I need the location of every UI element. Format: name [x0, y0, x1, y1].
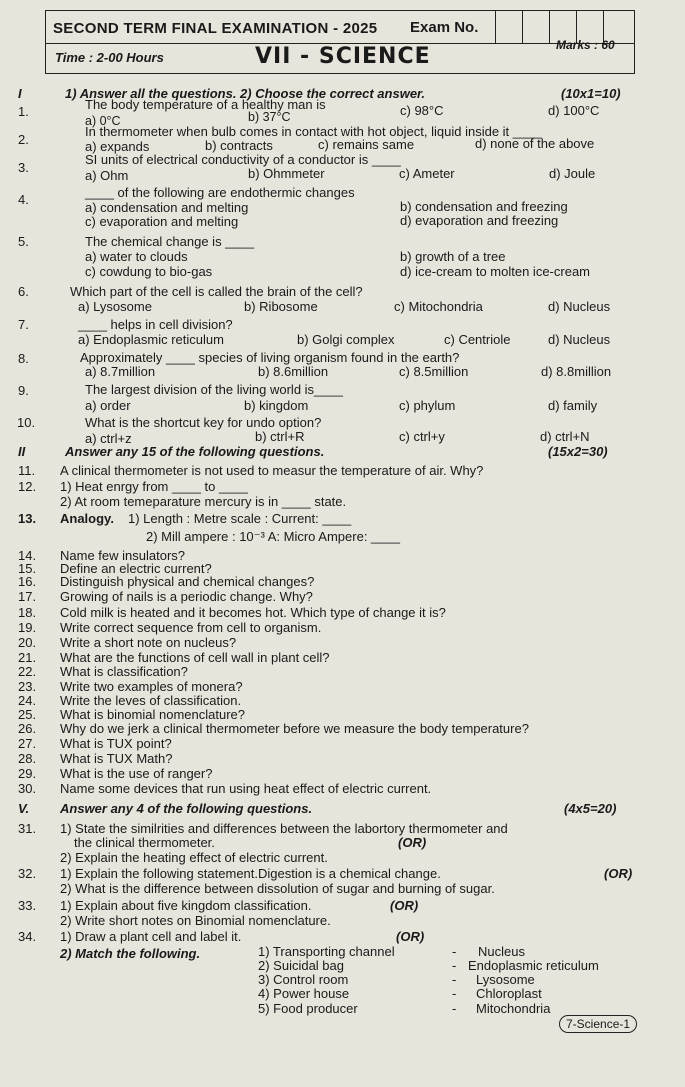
- section-2-title: Answer any 15 of the following questions.: [65, 444, 325, 459]
- question-text: What is binomial nomenclature?: [60, 707, 245, 722]
- option-b: b) growth of a tree: [400, 249, 506, 264]
- question-text: SI units of electrical conductivity of a conductor is ____: [85, 152, 401, 167]
- option-a: a) water to clouds: [85, 249, 188, 264]
- option-a: a) Endoplasmic reticulum: [78, 332, 224, 347]
- match-right-item: Mitochondria: [476, 1001, 551, 1016]
- question-text: Define an electric current?: [60, 561, 212, 576]
- or-label: (OR): [390, 898, 419, 913]
- match-dash: -: [452, 944, 457, 959]
- question-text: 1) Explain about five kingdom classification.: [60, 898, 312, 913]
- question-number: 7.: [18, 317, 29, 332]
- section-2-marks: (15x2=30): [548, 444, 608, 459]
- match-right-item: Lysosome: [476, 972, 535, 987]
- question-number: 10.: [17, 415, 36, 430]
- match-left-item: 3) Control room: [258, 972, 349, 987]
- option-d: d) ice-cream to molten ice-cream: [400, 264, 590, 279]
- match-left-item: 4) Power house: [258, 986, 350, 1001]
- question-number: 14.: [18, 548, 37, 563]
- option-a: a) ctrl+z: [85, 431, 132, 446]
- option-c: c) Ameter: [399, 166, 455, 181]
- question-number: 19.: [18, 620, 37, 635]
- question-number: 2.: [18, 132, 29, 147]
- option-d: d) Nucleus: [548, 299, 611, 314]
- section-1-title: 1) Answer all the questions. 2) Choose the correct answer.: [65, 86, 426, 101]
- option-b: b) 37°C: [248, 110, 291, 124]
- question-number: 16.: [18, 574, 37, 589]
- question-text: What is the shortcut key for undo option?: [85, 415, 322, 430]
- question-text: 1) Draw a plant cell and label it.: [60, 929, 242, 944]
- section-2-number: II: [18, 444, 26, 459]
- option-c: c) evaporation and melting: [85, 214, 239, 229]
- question-number: 9.: [18, 383, 29, 398]
- question-number: 11.: [18, 463, 36, 478]
- question-number: 26.: [18, 721, 37, 736]
- option-b: b) condensation and freezing: [400, 199, 568, 214]
- question-number: 17.: [18, 589, 37, 604]
- or-label: (OR): [398, 835, 427, 850]
- option-d: d) family: [548, 398, 598, 413]
- question-number: 13.: [18, 511, 37, 526]
- option-c: c) Centriole: [444, 332, 511, 347]
- option-b: b) Ohmmeter: [248, 166, 325, 181]
- question-number: 30.: [18, 781, 37, 796]
- exam-title: SECOND TERM FINAL EXAMINATION - 2025: [53, 20, 378, 37]
- option-b: b) ctrl+R: [255, 429, 305, 444]
- or-label: (OR): [396, 929, 425, 944]
- question-text: 1) Explain the following statement.Digestion is a chemical change.: [60, 866, 441, 881]
- question-number: 33.: [18, 898, 37, 913]
- question-text: 2) Explain the heating effect of electric current.: [60, 850, 328, 865]
- question-text: 1) Length : Metre scale : Current: ____: [128, 511, 352, 526]
- option-a: a) order: [85, 398, 131, 413]
- marks-label: Marks : 60: [556, 38, 615, 52]
- option-c: c) 8.5million: [399, 364, 469, 379]
- question-number: 22.: [18, 664, 37, 679]
- or-label: (OR): [604, 866, 633, 881]
- match-right-item: Endoplasmic reticulum: [468, 958, 599, 973]
- question-text: A clinical thermometer is not used to measur the temperature of air. Why?: [60, 463, 484, 478]
- question-text: Approximately ____ species of living organism found in the earth?: [80, 350, 460, 365]
- question-text: the clinical thermometer.: [74, 835, 215, 850]
- option-d: d) ctrl+N: [540, 429, 590, 444]
- section-1-marks: (10x1=10): [561, 86, 621, 101]
- question-text: In thermometer when bulb comes in contact with hot object, liquid inside it ____: [85, 124, 542, 139]
- match-left-item: 5) Food producer: [258, 1001, 358, 1016]
- option-d: d) evaporation and freezing: [400, 213, 559, 228]
- option-a: a) Ohm: [85, 168, 129, 183]
- question-number: 27.: [18, 736, 37, 751]
- match-dash: -: [452, 986, 457, 1001]
- option-b: b) contracts: [205, 138, 273, 153]
- question-text: Write two examples of monera?: [60, 679, 243, 694]
- option-c: c) remains same: [318, 137, 415, 152]
- question-text: 2) What is the difference between dissolution of sugar and burning of sugar.: [60, 881, 495, 896]
- question-text: Write correct sequence from cell to organism.: [60, 620, 322, 635]
- option-a: a) 8.7million: [85, 364, 156, 379]
- question-number: 24.: [18, 693, 37, 708]
- option-c: c) phylum: [399, 398, 456, 413]
- question-text: What is classification?: [60, 664, 188, 679]
- question-text: 1) Heat enrgy from ____ to ____: [60, 479, 248, 494]
- exam-no-label: Exam No.: [410, 19, 479, 36]
- question-text: Why do we jerk a clinical thermometer before we measure the body temperature?: [60, 721, 529, 736]
- match-dash: -: [452, 958, 457, 973]
- question-text: What is TUX point?: [60, 736, 172, 751]
- question-number: 28.: [18, 751, 37, 766]
- question-text: ____ helps in cell division?: [78, 317, 233, 332]
- question-number: 3.: [18, 160, 29, 175]
- question-number: 21.: [18, 650, 37, 665]
- question-number: 32.: [18, 866, 37, 881]
- question-text: Name some devices that run using heat effect of electric current.: [60, 781, 432, 796]
- question-text: ____ of the following are endothermic changes: [85, 185, 355, 200]
- page-code-badge: 7-Science-1: [559, 1015, 637, 1033]
- question-text: Which part of the cell is called the brain of the cell?: [70, 284, 363, 299]
- question-number: 31.: [18, 821, 37, 836]
- match-dash: -: [452, 1001, 457, 1016]
- question-text: 2) Mill ampere : 10⁻³ A: Micro Ampere: ____: [146, 529, 400, 544]
- option-d: d) none of the above: [475, 136, 595, 151]
- question-text: 2) Write short notes on Binomial nomenclature.: [60, 913, 331, 928]
- section-3-marks: (4x5=20): [564, 801, 617, 816]
- question-text: 2) At room temeparature mercury is in ____ state.: [60, 494, 347, 509]
- question-number: 12.: [18, 479, 37, 494]
- question-text: Growing of nails is a periodic change. Why?: [60, 589, 313, 604]
- section-3-number: V.: [18, 801, 30, 816]
- question-text: What is TUX Math?: [60, 751, 173, 766]
- question-number: 6.: [18, 284, 29, 299]
- question-number: 20.: [18, 635, 37, 650]
- option-a: a) expands: [85, 139, 150, 154]
- time-label: Time : 2-00 Hours: [55, 50, 164, 65]
- question-text: The chemical change is ____: [85, 234, 255, 249]
- analogy-label: Analogy.: [60, 511, 114, 526]
- question-text: 1) State the similrities and differences between the labortory thermometer and: [60, 821, 508, 836]
- question-number: 15.: [18, 561, 37, 576]
- question-number: 8.: [18, 351, 29, 366]
- section-1-number: I: [18, 86, 22, 101]
- question-number: 4.: [18, 192, 29, 207]
- exam-no-cell: [495, 10, 522, 43]
- option-b: b) 8.6million: [258, 364, 329, 379]
- question-number: 1.: [18, 104, 29, 119]
- question-text: What are the functions of cell wall in plant cell?: [60, 650, 330, 665]
- question-text: What is the use of ranger?: [60, 766, 213, 781]
- option-b: b) Ribosome: [244, 299, 318, 314]
- match-dash: -: [452, 972, 457, 987]
- question-text: The largest division of the living world is____: [85, 382, 343, 397]
- option-d: d) 100°C: [548, 103, 600, 118]
- option-d: d) Nucleus: [548, 332, 611, 347]
- option-b: b) kingdom: [244, 398, 309, 413]
- option-a: a) Lysosome: [78, 299, 152, 314]
- match-right-item: Nucleus: [478, 944, 525, 959]
- question-text: Write the leves of classification.: [60, 693, 242, 708]
- match-left-item: 2) Suicidal bag: [258, 958, 344, 973]
- option-a: a) condensation and melting: [85, 200, 249, 215]
- option-c: c) Mitochondria: [394, 299, 483, 314]
- match-left-item: 1) Transporting channel: [258, 944, 395, 959]
- option-c: c) 98°C: [400, 103, 444, 118]
- match-right-item: Chloroplast: [476, 986, 542, 1001]
- question-text: Write a short note on nucleus?: [60, 635, 237, 650]
- question-number: 23.: [18, 679, 37, 694]
- exam-no-cell: [522, 10, 549, 43]
- section-3-title: Answer any 4 of the following questions.: [60, 801, 313, 816]
- match-label: 2) Match the following.: [60, 946, 201, 961]
- option-c: c) cowdung to bio-gas: [85, 264, 213, 279]
- option-c: c) ctrl+y: [399, 429, 445, 444]
- question-text: Distinguish physical and chemical changes?: [60, 574, 315, 589]
- option-a: a) 0°C: [85, 114, 121, 128]
- option-d: d) Joule: [549, 166, 596, 181]
- question-text: The body temperature of a healthy man is: [85, 97, 326, 112]
- question-number: 25.: [18, 707, 37, 722]
- option-b: b) Golgi complex: [297, 332, 395, 347]
- question-number: 18.: [18, 605, 37, 620]
- option-d: d) 8.8million: [541, 364, 612, 379]
- question-number: 5.: [18, 234, 29, 249]
- question-number: 29.: [18, 766, 37, 781]
- subject-title: VII - SCIENCE: [255, 44, 431, 69]
- question-number: 34.: [18, 929, 37, 944]
- question-text: Name few insulators?: [60, 548, 185, 563]
- question-text: Cold milk is heated and it becomes hot. Which type of change it is?: [60, 605, 446, 620]
